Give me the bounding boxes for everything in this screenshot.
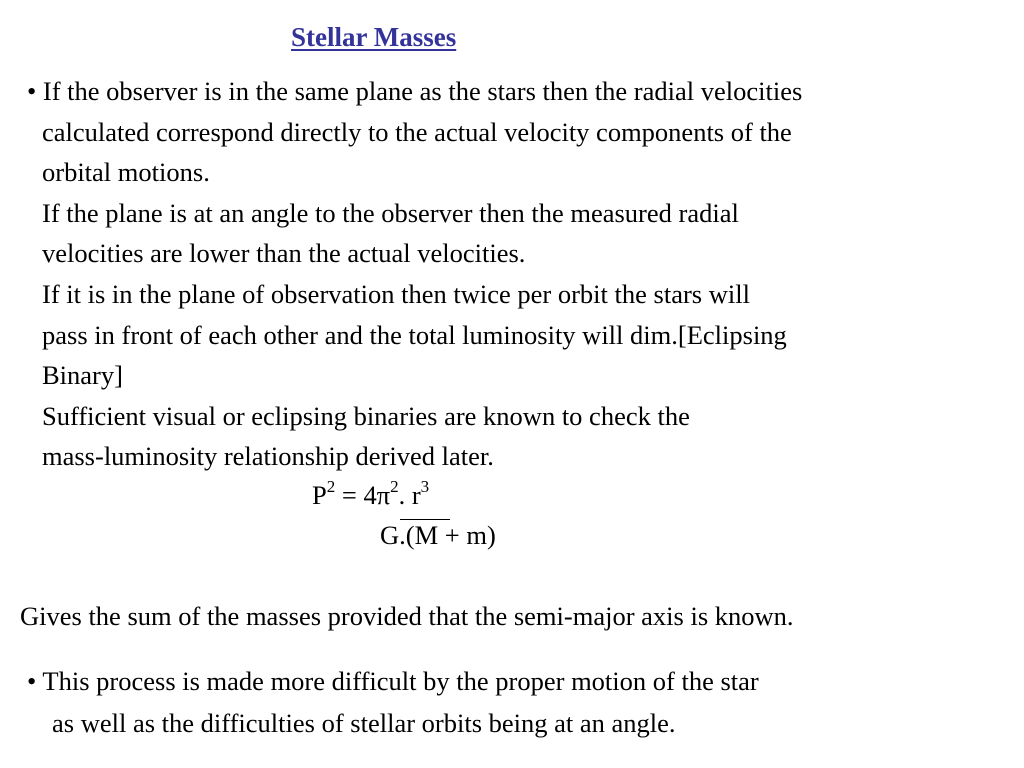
text-line: Binary] bbox=[42, 360, 123, 391]
formula-exponent: 2 bbox=[390, 477, 399, 497]
bullet-block-proper-motion bbox=[27, 660, 759, 744]
text-line: pass in front of each other and the total luminosity will dim.[Eclipsing bbox=[42, 319, 787, 350]
slide-title: Stellar Masses bbox=[291, 22, 457, 52]
sum-of-masses-statement: Gives the sum of the masses provided that the semi-major axis is known. bbox=[20, 601, 794, 631]
text-line: If it is in the plane of observation then twice per orbit the stars will bbox=[42, 278, 750, 309]
formula-exponent: 2 bbox=[326, 477, 336, 497]
formula-numerator bbox=[312, 477, 430, 511]
bullet-block-orbital-plane bbox=[27, 71, 802, 477]
text-line: orbital motions. bbox=[42, 157, 210, 188]
text-line: If the plane is at an angle to the observer then the measured radial bbox=[42, 197, 739, 228]
formula-equals: = 4π bbox=[335, 480, 391, 510]
text-line: as well as the difficulties of stellar orbits being at an angle. bbox=[52, 708, 676, 738]
text-line: • This process is made more difficult by the proper motion of the star bbox=[27, 666, 759, 696]
formula-exponent: 3 bbox=[420, 477, 430, 497]
formula-denominator: G.(M + m) bbox=[380, 520, 496, 550]
formula-p: P bbox=[312, 480, 327, 510]
text-line: • If the observer is in the same plane as the stars then the radial velocities bbox=[27, 76, 803, 106]
text-line: calculated correspond directly to the actual velocity components of the bbox=[42, 116, 792, 147]
formula-r: . r bbox=[398, 480, 421, 510]
text-line: Sufficient visual or eclipsing binaries are known to check the bbox=[42, 400, 690, 431]
text-line: velocities are lower than the actual velocities. bbox=[42, 238, 526, 269]
text-line: mass-luminosity relationship derived later. bbox=[42, 441, 494, 472]
